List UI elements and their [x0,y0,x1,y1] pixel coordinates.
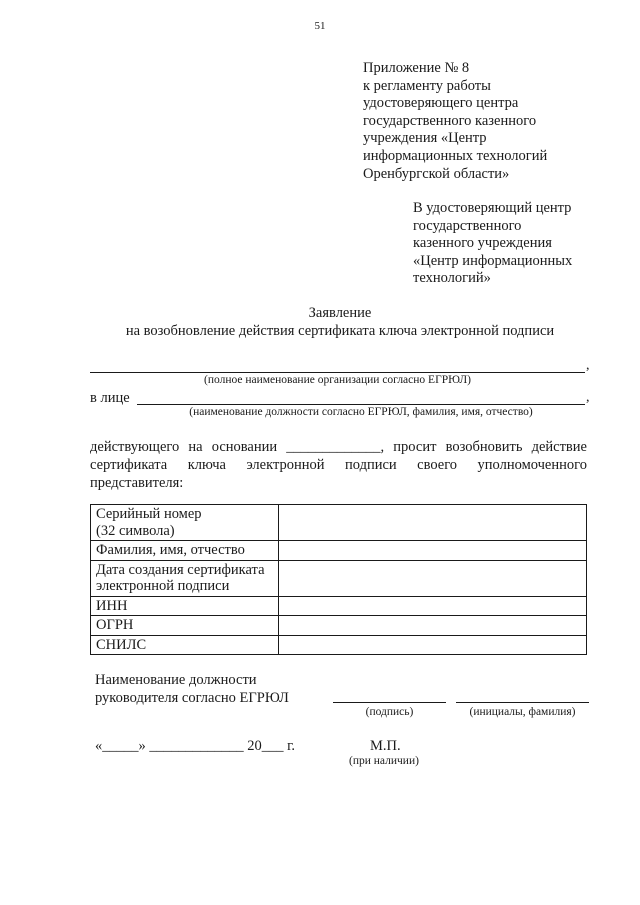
appendix-line: Приложение № 8 [363,60,470,76]
serial-number-label [91,505,279,541]
label-line: (32 символа) [96,522,175,539]
table-row [91,635,587,655]
word: своего [417,457,458,473]
org-name-underline[interactable] [90,372,585,373]
page-number: 51 [314,20,326,32]
word: просит [393,439,437,455]
addressee-block [413,200,633,288]
stamp-label: М.П. [370,738,401,754]
table-row [91,596,587,616]
word: электронной [246,457,325,473]
basis-blank[interactable]: _____________, [286,439,385,455]
body-line-3: представителя: [90,475,184,491]
initials-caption: (инициалы, фамилия) [469,706,576,718]
body-line-2 [90,456,587,474]
org-name-caption: (полное наименование организации согласно ЕГРЮЛ) [204,374,471,386]
person-comma: , [586,390,590,405]
org-comma: , [586,358,590,373]
appendix-line: Оренбургской области» [363,165,510,182]
document-subtitle: на возобновление действия сертификата ключа электронной подписи [125,323,555,339]
signature-underline[interactable] [333,702,446,703]
word: действующего [90,439,180,455]
in-person-label: в лице [90,390,130,406]
position-label-2: руководителя согласно ЕГРЮЛ [95,690,289,706]
person-caption: (наименование должности согласно ЕГРЮЛ, фамилия, имя, отчество) [189,406,533,418]
body-line-1 [90,438,587,456]
table-row [91,616,587,636]
word: ключа [187,457,226,473]
position-label-1: Наименование должности [95,672,257,688]
stamp-note: (при наличии) [349,755,419,767]
body-paragraph [90,438,587,492]
full-name-label [91,541,279,561]
word: действие [531,439,587,455]
document-title: Заявление [308,305,372,321]
signature-caption: (подпись) [365,706,414,718]
label-line: ОГРН [96,617,134,633]
appendix-line: к регламенту работы [363,77,491,94]
label-line: СНИЛС [96,636,147,653]
table-row [91,505,587,541]
inn-label [91,596,279,616]
serial-number-value[interactable] [279,505,587,541]
label-line: ИНН [96,597,128,614]
snils-value[interactable] [279,635,587,655]
label-line: Дата создания сертификата [96,561,265,578]
appendix-line: удостоверяющего центра [363,95,519,112]
appendix-line: государственного казенного [363,112,537,129]
label-line: электронной подписи [96,578,230,594]
creation-date-label [91,560,279,596]
ogrn-value[interactable] [279,616,587,636]
date-field[interactable]: «_____» _____________ 20___ г. [95,738,296,754]
addressee-line: В удостоверяющий центр [413,200,572,216]
word: на [188,439,203,455]
word: основании [211,439,278,455]
word: возобновить [445,439,523,455]
addressee-line: казенного учреждения [413,235,552,252]
word: сертификата [90,457,168,473]
initials-underline[interactable] [456,702,589,703]
ogrn-label [91,616,279,636]
addressee-line: «Центр информационных [413,252,573,269]
appendix-header [363,60,633,183]
table-row [91,560,587,596]
addressee-line: государственного [413,217,522,234]
person-underline[interactable] [137,404,585,405]
creation-date-value[interactable] [279,560,587,596]
inn-value[interactable] [279,596,587,616]
word: уполномоченного [477,457,587,473]
word: подписи [344,457,397,473]
label-line: Серийный номер [96,506,202,522]
appendix-line: учреждения «Центр [363,130,487,147]
table-row [91,541,587,561]
certificate-table [90,504,587,655]
appendix-line: информационных технологий [363,147,548,164]
label-line: Фамилия, имя, отчество [96,542,245,558]
snils-label [91,635,279,655]
addressee-line: технологий» [413,270,491,287]
full-name-value[interactable] [279,541,587,561]
